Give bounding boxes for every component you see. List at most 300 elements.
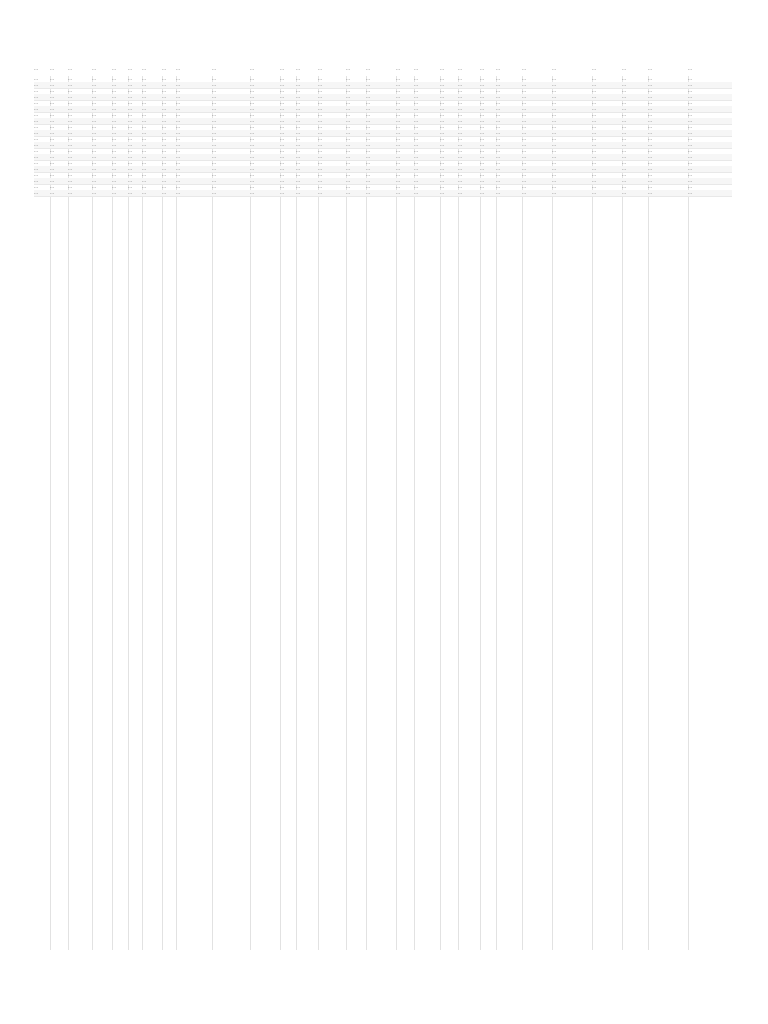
- table-cell: …: [552, 94, 556, 99]
- table-cell: …: [176, 184, 180, 189]
- table-cell: …: [396, 142, 400, 147]
- table-cell: …: [296, 76, 300, 81]
- table-cell: …: [396, 190, 400, 195]
- table-cell: …: [212, 142, 216, 147]
- table-cell: …: [318, 154, 322, 159]
- table-cell: …: [458, 184, 462, 189]
- table-cell: …: [162, 100, 166, 105]
- table-cell: …: [396, 160, 400, 165]
- table-cell: …: [296, 136, 300, 141]
- table-cell: …: [142, 112, 146, 117]
- table-cell: …: [142, 88, 146, 93]
- table-cell: …: [34, 148, 38, 153]
- table-cell: …: [68, 112, 72, 117]
- table-cell: …: [414, 112, 418, 117]
- table-cell: …: [522, 82, 526, 87]
- table-cell: …: [34, 160, 38, 165]
- table-cell: …: [142, 106, 146, 111]
- table-cell: …: [414, 100, 418, 105]
- table-cell: …: [142, 82, 146, 87]
- table-cell: …: [622, 178, 626, 183]
- table-cell: …: [50, 118, 54, 123]
- table-cell: …: [440, 190, 444, 195]
- table-cell: …: [176, 82, 180, 87]
- column-gridline: [296, 76, 297, 950]
- table-cell: …: [128, 172, 132, 177]
- table-cell: …: [458, 124, 462, 129]
- table-cell: …: [128, 154, 132, 159]
- table-cell: …: [592, 76, 596, 81]
- table-cell: …: [68, 118, 72, 123]
- table-cell: …: [458, 142, 462, 147]
- table-cell: …: [128, 118, 132, 123]
- table-cell: …: [346, 100, 350, 105]
- table-cell: …: [318, 100, 322, 105]
- table-cell: …: [318, 94, 322, 99]
- column-gridline: [68, 76, 69, 950]
- table-cell: …: [50, 154, 54, 159]
- table-cell: …: [112, 160, 116, 165]
- table-cell: …: [346, 166, 350, 171]
- table-cell: …: [68, 166, 72, 171]
- table-cell: …: [112, 82, 116, 87]
- table-cell: …: [496, 76, 500, 81]
- table-cell: …: [112, 166, 116, 171]
- table-cell: …: [396, 136, 400, 141]
- table-cell: …: [92, 124, 96, 129]
- table-cell: …: [112, 106, 116, 111]
- table-header-cell: …: [250, 66, 254, 71]
- table-cell: …: [34, 136, 38, 141]
- table-cell: …: [496, 142, 500, 147]
- table-cell: …: [522, 154, 526, 159]
- table-cell: …: [552, 124, 556, 129]
- table-cell: …: [458, 118, 462, 123]
- table-cell: …: [176, 178, 180, 183]
- table-cell: …: [622, 112, 626, 117]
- table-cell: …: [440, 82, 444, 87]
- table-cell: …: [162, 94, 166, 99]
- table-cell: …: [128, 88, 132, 93]
- table-cell: …: [250, 190, 254, 195]
- table-cell: …: [176, 106, 180, 111]
- table-cell: …: [250, 112, 254, 117]
- table-cell: …: [162, 190, 166, 195]
- table-cell: …: [414, 154, 418, 159]
- table-cell: …: [496, 160, 500, 165]
- table-cell: …: [552, 100, 556, 105]
- table-cell: …: [280, 76, 284, 81]
- table-cell: …: [250, 76, 254, 81]
- table-cell: …: [176, 148, 180, 153]
- table-cell: …: [212, 124, 216, 129]
- table-cell: …: [112, 124, 116, 129]
- table-cell: …: [92, 160, 96, 165]
- table-cell: …: [366, 88, 370, 93]
- table-cell: …: [92, 88, 96, 93]
- table-header-cell: …: [496, 66, 500, 71]
- table-cell: …: [496, 112, 500, 117]
- table-cell: …: [522, 136, 526, 141]
- table-cell: …: [622, 82, 626, 87]
- table-cell: …: [458, 178, 462, 183]
- column-gridline: [212, 76, 213, 950]
- table-cell: …: [496, 100, 500, 105]
- table-cell: …: [366, 130, 370, 135]
- table-cell: …: [34, 100, 38, 105]
- table-cell: …: [142, 184, 146, 189]
- table-cell: …: [250, 178, 254, 183]
- table-cell: …: [68, 94, 72, 99]
- table-cell: …: [176, 154, 180, 159]
- table-cell: …: [112, 112, 116, 117]
- table-cell: …: [458, 130, 462, 135]
- column-gridline: [440, 76, 441, 950]
- table-cell: …: [592, 130, 596, 135]
- table-cell: …: [346, 88, 350, 93]
- table-cell: …: [176, 88, 180, 93]
- table-cell: …: [480, 190, 484, 195]
- column-gridline: [128, 76, 129, 950]
- table-cell: …: [648, 88, 652, 93]
- table-cell: …: [162, 106, 166, 111]
- table-header-cell: …: [552, 66, 556, 71]
- table-cell: …: [366, 106, 370, 111]
- table-cell: …: [250, 148, 254, 153]
- table-cell: …: [280, 166, 284, 171]
- table-cell: …: [50, 160, 54, 165]
- table-cell: …: [648, 136, 652, 141]
- table-cell: …: [92, 184, 96, 189]
- table-cell: …: [112, 154, 116, 159]
- table-cell: …: [440, 184, 444, 189]
- table-cell: …: [162, 130, 166, 135]
- table-cell: …: [92, 154, 96, 159]
- table-cell: …: [128, 124, 132, 129]
- table-cell: …: [92, 148, 96, 153]
- table-cell: …: [396, 148, 400, 153]
- table-cell: …: [142, 124, 146, 129]
- table-cell: …: [552, 160, 556, 165]
- table-cell: …: [522, 160, 526, 165]
- table-cell: …: [212, 148, 216, 153]
- table-cell: …: [34, 94, 38, 99]
- table-cell: …: [250, 106, 254, 111]
- table-cell: …: [176, 190, 180, 195]
- table-cell: …: [622, 136, 626, 141]
- table-cell: …: [212, 82, 216, 87]
- table-cell: …: [346, 154, 350, 159]
- table-cell: …: [688, 178, 692, 183]
- table-cell: …: [414, 178, 418, 183]
- table-cell: …: [552, 88, 556, 93]
- table-cell: …: [128, 112, 132, 117]
- column-gridline: [250, 76, 251, 950]
- table-cell: …: [318, 130, 322, 135]
- table-cell: …: [688, 130, 692, 135]
- table-header-cell: …: [688, 66, 692, 71]
- table-cell: …: [496, 124, 500, 129]
- table-header-cell: …: [92, 66, 96, 71]
- table-cell: …: [346, 148, 350, 153]
- table-cell: …: [296, 94, 300, 99]
- table-cell: …: [648, 184, 652, 189]
- table-cell: …: [34, 124, 38, 129]
- table-cell: …: [68, 154, 72, 159]
- table-cell: …: [480, 76, 484, 81]
- table-cell: …: [280, 142, 284, 147]
- table-cell: …: [688, 154, 692, 159]
- table-cell: …: [50, 178, 54, 183]
- table-cell: …: [128, 82, 132, 87]
- table-cell: …: [688, 142, 692, 147]
- table-cell: …: [414, 160, 418, 165]
- table-cell: …: [414, 106, 418, 111]
- table-cell: …: [622, 118, 626, 123]
- table-cell: …: [212, 106, 216, 111]
- table-cell: …: [212, 160, 216, 165]
- table-cell: …: [50, 172, 54, 177]
- table-cell: …: [318, 190, 322, 195]
- table-cell: …: [552, 82, 556, 87]
- table-cell: …: [396, 112, 400, 117]
- table-cell: …: [396, 166, 400, 171]
- table-cell: …: [346, 124, 350, 129]
- table-cell: …: [688, 94, 692, 99]
- table-cell: …: [280, 136, 284, 141]
- table-cell: …: [592, 160, 596, 165]
- table-cell: …: [50, 136, 54, 141]
- table-cell: …: [440, 136, 444, 141]
- table-cell: …: [440, 178, 444, 183]
- table-cell: …: [592, 124, 596, 129]
- table-cell: …: [480, 148, 484, 153]
- column-gridline: [480, 76, 481, 950]
- table-cell: …: [440, 148, 444, 153]
- table-cell: …: [522, 94, 526, 99]
- table-cell: …: [688, 166, 692, 171]
- table-cell: …: [414, 130, 418, 135]
- table-cell: …: [68, 184, 72, 189]
- table-cell: …: [346, 172, 350, 177]
- table-cell: …: [280, 178, 284, 183]
- table-cell: …: [440, 118, 444, 123]
- table-cell: …: [366, 154, 370, 159]
- table-cell: …: [522, 88, 526, 93]
- table-cell: …: [396, 172, 400, 177]
- column-gridline: [366, 76, 367, 950]
- table-cell: …: [50, 100, 54, 105]
- table-cell: …: [296, 148, 300, 153]
- table-cell: …: [622, 142, 626, 147]
- table-cell: …: [522, 184, 526, 189]
- table-cell: …: [480, 112, 484, 117]
- table-cell: …: [346, 106, 350, 111]
- table-cell: …: [128, 166, 132, 171]
- table-cell: …: [250, 88, 254, 93]
- table-cell: …: [50, 148, 54, 153]
- table-cell: …: [396, 106, 400, 111]
- table-cell: …: [212, 88, 216, 93]
- table-header-cell: …: [396, 66, 400, 71]
- column-gridline: [622, 76, 623, 950]
- table-cell: …: [592, 190, 596, 195]
- table-cell: …: [128, 136, 132, 141]
- table-cell: …: [688, 88, 692, 93]
- table-cell: …: [68, 76, 72, 81]
- table-cell: …: [212, 154, 216, 159]
- table-cell: …: [458, 112, 462, 117]
- table-cell: …: [688, 148, 692, 153]
- table-cell: …: [458, 172, 462, 177]
- table-cell: …: [366, 178, 370, 183]
- table-cell: …: [176, 124, 180, 129]
- table-cell: …: [112, 94, 116, 99]
- table-cell: …: [68, 148, 72, 153]
- table-cell: …: [346, 94, 350, 99]
- table-cell: …: [92, 112, 96, 117]
- table-cell: …: [648, 100, 652, 105]
- table-cell: …: [688, 190, 692, 195]
- table-cell: …: [552, 130, 556, 135]
- table-header-row: [34, 64, 732, 73]
- table-cell: …: [622, 154, 626, 159]
- table-cell: …: [396, 76, 400, 81]
- table-cell: …: [250, 184, 254, 189]
- table-cell: …: [162, 160, 166, 165]
- table-cell: …: [648, 112, 652, 117]
- table-cell: …: [34, 112, 38, 117]
- table-cell: …: [250, 166, 254, 171]
- table-cell: …: [648, 118, 652, 123]
- table-cell: …: [414, 94, 418, 99]
- table-header-cell: …: [176, 66, 180, 71]
- table-cell: …: [622, 100, 626, 105]
- table-cell: …: [522, 124, 526, 129]
- table-cell: …: [480, 106, 484, 111]
- table-cell: …: [592, 88, 596, 93]
- table-cell: …: [522, 112, 526, 117]
- table-cell: …: [250, 100, 254, 105]
- table-header-cell: …: [212, 66, 216, 71]
- table-cell: …: [592, 142, 596, 147]
- table-cell: …: [480, 160, 484, 165]
- table-cell: …: [92, 178, 96, 183]
- table-cell: …: [366, 172, 370, 177]
- table-cell: …: [440, 124, 444, 129]
- table-cell: …: [50, 124, 54, 129]
- table-cell: …: [280, 118, 284, 123]
- table-cell: …: [212, 190, 216, 195]
- table-cell: …: [212, 136, 216, 141]
- row-separator: [34, 196, 732, 197]
- table-cell: …: [296, 142, 300, 147]
- table-cell: …: [68, 82, 72, 87]
- table-cell: …: [280, 154, 284, 159]
- table-cell: …: [212, 184, 216, 189]
- table-cell: …: [34, 178, 38, 183]
- table-cell: …: [552, 154, 556, 159]
- table-cell: …: [50, 112, 54, 117]
- table-cell: …: [458, 82, 462, 87]
- column-gridline: [142, 76, 143, 950]
- table-cell: …: [50, 190, 54, 195]
- table-cell: …: [346, 118, 350, 123]
- table-cell: …: [112, 136, 116, 141]
- table-cell: …: [366, 118, 370, 123]
- table-cell: …: [92, 136, 96, 141]
- table-cell: …: [366, 160, 370, 165]
- table-cell: …: [280, 82, 284, 87]
- table-cell: …: [346, 190, 350, 195]
- table-cell: …: [92, 172, 96, 177]
- table-cell: …: [496, 178, 500, 183]
- table-cell: …: [622, 160, 626, 165]
- table-cell: …: [280, 160, 284, 165]
- table-cell: …: [496, 190, 500, 195]
- table-cell: …: [592, 82, 596, 87]
- table-cell: …: [440, 172, 444, 177]
- table-cell: …: [162, 172, 166, 177]
- table-cell: …: [34, 154, 38, 159]
- table-cell: …: [128, 130, 132, 135]
- table-cell: …: [622, 88, 626, 93]
- table-cell: …: [176, 100, 180, 105]
- table-cell: …: [592, 184, 596, 189]
- table-cell: …: [250, 154, 254, 159]
- table-cell: …: [414, 136, 418, 141]
- table-cell: …: [522, 172, 526, 177]
- table-cell: …: [212, 112, 216, 117]
- table-cell: …: [396, 130, 400, 135]
- table-cell: …: [346, 112, 350, 117]
- table-header-cell: …: [480, 66, 484, 71]
- table-cell: …: [162, 178, 166, 183]
- table-cell: …: [112, 178, 116, 183]
- table-cell: …: [414, 88, 418, 93]
- table-cell: …: [552, 148, 556, 153]
- table-header-cell: …: [296, 66, 300, 71]
- table-cell: …: [128, 178, 132, 183]
- table-cell: …: [50, 142, 54, 147]
- column-gridline: [552, 76, 553, 950]
- table-cell: …: [396, 184, 400, 189]
- table-cell: …: [176, 76, 180, 81]
- table-header-cell: …: [522, 66, 526, 71]
- table-cell: …: [366, 190, 370, 195]
- table-cell: …: [68, 136, 72, 141]
- table-cell: …: [552, 166, 556, 171]
- table-cell: …: [622, 94, 626, 99]
- table-cell: …: [480, 124, 484, 129]
- table-cell: …: [648, 106, 652, 111]
- table-cell: …: [296, 154, 300, 159]
- table-cell: …: [648, 82, 652, 87]
- table-cell: …: [346, 130, 350, 135]
- table-cell: …: [496, 172, 500, 177]
- table-cell: …: [250, 172, 254, 177]
- table-header-cell: …: [346, 66, 350, 71]
- table-cell: …: [496, 106, 500, 111]
- table-cell: …: [128, 184, 132, 189]
- table-cell: …: [318, 82, 322, 87]
- table-cell: …: [496, 94, 500, 99]
- table-cell: …: [50, 88, 54, 93]
- table-cell: …: [296, 124, 300, 129]
- table-cell: …: [496, 118, 500, 123]
- table-cell: …: [68, 100, 72, 105]
- table-cell: …: [128, 106, 132, 111]
